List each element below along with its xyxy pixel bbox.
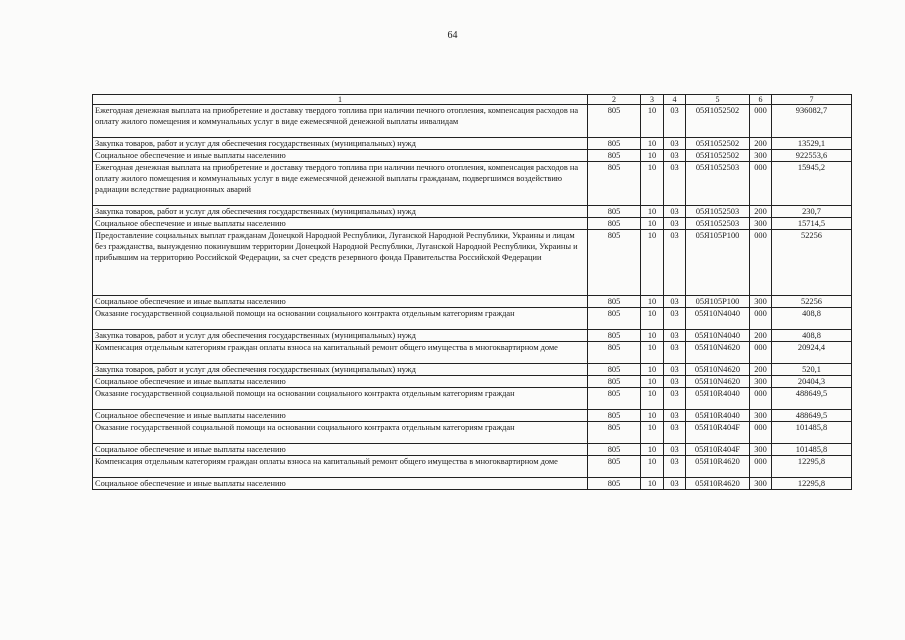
row-description: Закупка товаров, работ и услуг для обеспечения государственных (муниципальных) нужд [93,138,588,150]
row-expense-type: 000 [750,308,772,330]
row-amount: 922553,6 [772,150,852,162]
row-expense-type: 000 [750,388,772,410]
row-expense-type: 300 [750,478,772,490]
row-target-article: 05Я10N4620 [686,342,750,364]
row-subsection: 03 [664,330,686,342]
row-description: Социальное обеспечение и иные выплаты населению [93,410,588,422]
table-row [93,330,852,342]
header-row [93,95,852,105]
row-target-article: 05Я105Р100 [686,296,750,308]
row-amount: 936082,7 [772,105,852,138]
row-expense-type: 300 [750,150,772,162]
row-amount: 20924,4 [772,342,852,364]
row-description: Оказание государственной социальной помощи на основании социального контракта отдельным категориям граждан [93,422,588,444]
row-admin-code: 805 [588,410,641,422]
row-subsection: 03 [664,478,686,490]
row-section: 10 [641,456,664,478]
table-row [93,376,852,388]
row-expense-type: 300 [750,410,772,422]
row-description: Компенсация отдельным категориям граждан оплаты взноса на капитальный ремонт общего имущества в многоквартирном доме [93,342,588,364]
row-amount: 12295,8 [772,478,852,490]
row-amount: 52256 [772,230,852,296]
row-subsection: 03 [664,206,686,218]
row-description: Компенсация отдельным категориям граждан оплаты взноса на капитальный ремонт общего имущества в многоквартирном доме [93,456,588,478]
table-row [93,342,852,364]
row-expense-type: 200 [750,364,772,376]
row-description: Закупка товаров, работ и услуг для обеспечения государственных (муниципальных) нужд [93,364,588,376]
row-amount: 20404,3 [772,376,852,388]
row-target-article: 05Я1052503 [686,218,750,230]
row-description: Социальное обеспечение и иные выплаты населению [93,150,588,162]
row-target-article: 05Я10R4040 [686,410,750,422]
row-admin-code: 805 [588,206,641,218]
row-target-article: 05Я10N4040 [686,330,750,342]
header-col-7: 7 [772,95,852,105]
row-target-article: 05Я10R4620 [686,456,750,478]
row-expense-type: 300 [750,376,772,388]
row-target-article: 05Я10N4620 [686,364,750,376]
table-row [93,444,852,456]
row-admin-code: 805 [588,376,641,388]
row-admin-code: 805 [588,230,641,296]
row-description: Социальное обеспечение и иные выплаты населению [93,478,588,490]
table-row [93,308,852,330]
row-expense-type: 200 [750,138,772,150]
row-amount: 12295,8 [772,456,852,478]
row-section: 10 [641,376,664,388]
row-target-article: 05Я1052502 [686,138,750,150]
row-description: Социальное обеспечение и иные выплаты населению [93,376,588,388]
header-col-5: 5 [686,95,750,105]
row-admin-code: 805 [588,105,641,138]
row-subsection: 03 [664,388,686,410]
row-target-article: 05Я10N4040 [686,308,750,330]
row-amount: 101485,8 [772,444,852,456]
row-admin-code: 805 [588,456,641,478]
header-col-6: 6 [750,95,772,105]
row-description: Социальное обеспечение и иные выплаты населению [93,444,588,456]
row-admin-code: 805 [588,444,641,456]
row-target-article: 05Я10R4040 [686,388,750,410]
row-admin-code: 805 [588,162,641,206]
row-section: 10 [641,138,664,150]
row-subsection: 03 [664,422,686,444]
table-row [93,422,852,444]
table-row [93,162,852,206]
row-admin-code: 805 [588,150,641,162]
row-admin-code: 805 [588,478,641,490]
row-expense-type: 200 [750,330,772,342]
row-subsection: 03 [664,308,686,330]
header-col-3: 3 [641,95,664,105]
row-section: 10 [641,218,664,230]
row-expense-type: 300 [750,444,772,456]
row-section: 10 [641,342,664,364]
row-target-article: 05Я10R404F [686,444,750,456]
row-expense-type: 000 [750,162,772,206]
row-amount: 15714,5 [772,218,852,230]
header-col-1: 1 [93,95,588,105]
row-amount: 15945,2 [772,162,852,206]
page-number: 64 [447,30,458,41]
row-section: 10 [641,444,664,456]
row-expense-type: 000 [750,230,772,296]
budget-table [92,94,852,490]
row-description: Социальное обеспечение и иные выплаты населению [93,218,588,230]
header-col-2: 2 [588,95,641,105]
row-section: 10 [641,388,664,410]
row-amount: 13529,1 [772,138,852,150]
row-section: 10 [641,296,664,308]
row-expense-type: 300 [750,218,772,230]
row-admin-code: 805 [588,364,641,376]
row-description: Оказание государственной социальной помощи на основании социального контракта отдельным категориям граждан [93,388,588,410]
table-row [93,388,852,410]
row-amount: 52256 [772,296,852,308]
row-subsection: 03 [664,218,686,230]
row-target-article: 05Я10R4620 [686,478,750,490]
row-description: Закупка товаров, работ и услуг для обеспечения государственных (муниципальных) нужд [93,206,588,218]
row-expense-type: 000 [750,456,772,478]
row-admin-code: 805 [588,218,641,230]
row-section: 10 [641,105,664,138]
row-description: Социальное обеспечение и иные выплаты населению [93,296,588,308]
row-amount: 408,8 [772,330,852,342]
row-expense-type: 200 [750,206,772,218]
table-row [93,138,852,150]
row-amount: 488649,5 [772,410,852,422]
row-expense-type: 000 [750,422,772,444]
row-target-article: 05Я10R404F [686,422,750,444]
row-subsection: 03 [664,162,686,206]
row-target-article: 05Я1052502 [686,150,750,162]
row-section: 10 [641,206,664,218]
row-subsection: 03 [664,444,686,456]
table-row [93,230,852,296]
row-admin-code: 805 [588,342,641,364]
row-expense-type: 000 [750,342,772,364]
row-target-article: 05Я1052503 [686,206,750,218]
row-admin-code: 805 [588,296,641,308]
row-admin-code: 805 [588,330,641,342]
row-amount: 230,7 [772,206,852,218]
row-section: 10 [641,422,664,444]
row-admin-code: 805 [588,388,641,410]
row-admin-code: 805 [588,422,641,444]
row-target-article: 05Я1052502 [686,105,750,138]
row-subsection: 03 [664,376,686,388]
row-amount: 101485,8 [772,422,852,444]
row-expense-type: 300 [750,296,772,308]
row-section: 10 [641,330,664,342]
row-amount: 488649,5 [772,388,852,410]
row-section: 10 [641,410,664,422]
table-row [93,478,852,490]
table-row [93,206,852,218]
row-description: Ежегодная денежная выплата на приобретение и доставку твердого топлива при наличии печного отопления, компенсация расходов на оплату жилого помещения и коммунальных услуг в виде ежемесячной денежной выплаты инвалидам [93,105,588,138]
row-section: 10 [641,478,664,490]
row-amount: 520,1 [772,364,852,376]
row-target-article: 05Я105Р100 [686,230,750,296]
row-target-article: 05Я10N4620 [686,376,750,388]
table-row [93,218,852,230]
row-section: 10 [641,150,664,162]
row-target-article: 05Я1052503 [686,162,750,206]
row-subsection: 03 [664,296,686,308]
row-subsection: 03 [664,456,686,478]
row-section: 10 [641,230,664,296]
row-section: 10 [641,162,664,206]
row-admin-code: 805 [588,138,641,150]
row-description: Оказание государственной социальной помощи на основании социального контракта отдельным категориям граждан [93,308,588,330]
table-row [93,364,852,376]
row-expense-type: 000 [750,105,772,138]
row-description: Предоставление социальных выплат гражданам Донецкой Народной Республики, Луганской Народной Республики, Украины и лицам без гражданства, вынужденно покинувшим территории Донецкой Народной Республики, Луганской Народной Республики, Украины и прибывшим на территорию Российской Федерации, за счет средств резервного фонда Правительства Российской Федерации [93,230,588,296]
table-row [93,150,852,162]
row-subsection: 03 [664,364,686,376]
row-section: 10 [641,364,664,376]
row-subsection: 03 [664,138,686,150]
row-subsection: 03 [664,410,686,422]
row-subsection: 03 [664,342,686,364]
table-row [93,296,852,308]
row-description: Закупка товаров, работ и услуг для обеспечения государственных (муниципальных) нужд [93,330,588,342]
header-col-4: 4 [664,95,686,105]
row-admin-code: 805 [588,308,641,330]
row-amount: 408,8 [772,308,852,330]
row-subsection: 03 [664,230,686,296]
row-description: Ежегодная денежная выплата на приобретение и доставку твердого топлива при наличии печного отопления, компенсация расходов на оплату жилого помещения и коммунальных услуг в виде ежемесячной денежной выплаты гражданам, подвергшимся воздействию радиации вследствие радиационных аварий [93,162,588,206]
table-row [93,410,852,422]
row-section: 10 [641,308,664,330]
row-subsection: 03 [664,105,686,138]
table-row [93,105,852,138]
row-subsection: 03 [664,150,686,162]
table-row [93,456,852,478]
